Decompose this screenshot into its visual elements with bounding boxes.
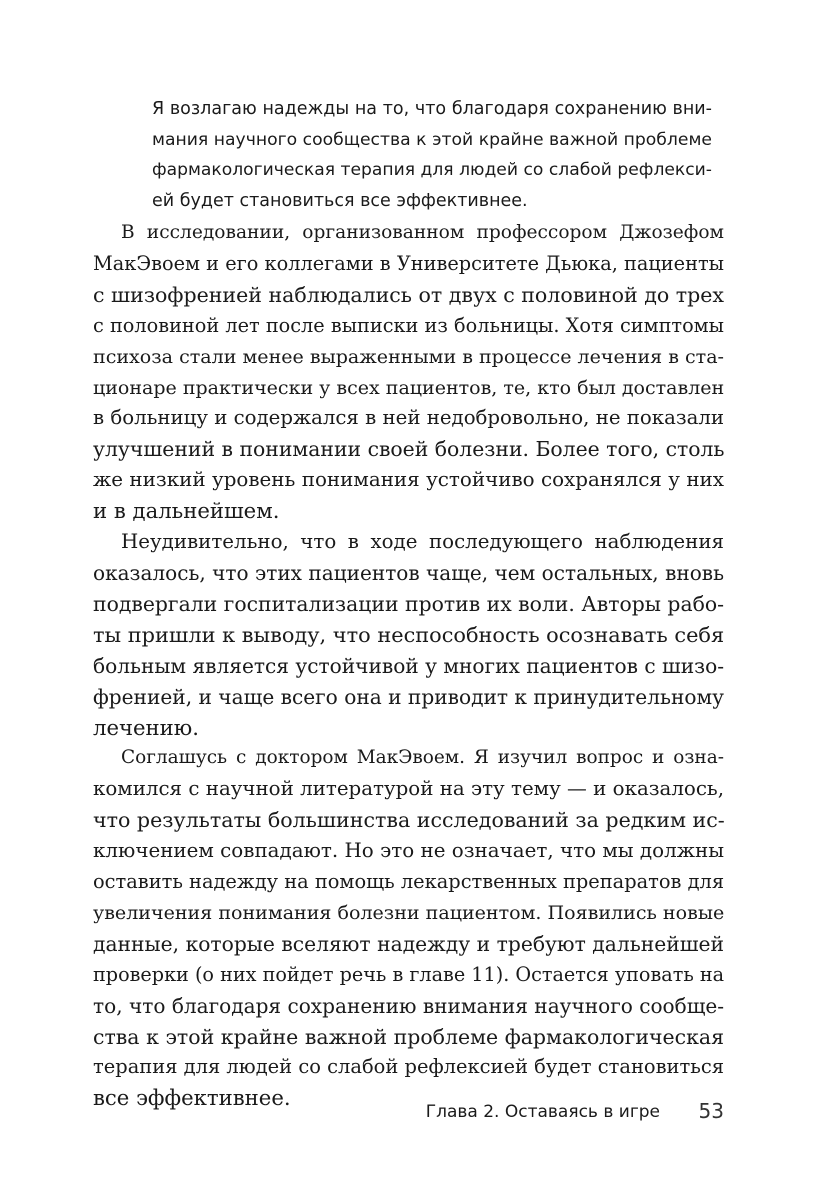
text-line: с шизофренией наблюдались от двух с половиной до трех (93, 282, 724, 307)
paragraph-2 (93, 527, 724, 743)
quote-line: Я возлагаю надежды на то, что благодаря сохранению вни- (152, 99, 712, 119)
quote-line: ей будет становиться все эффективнее. (152, 190, 528, 211)
text-line: Соглашусь с доктором МакЭвоем. Я изучил вопрос и озна- (121, 747, 724, 769)
text-line: больным является устойчивой у многих пациентов с шизо- (93, 653, 724, 678)
text-line: в больницу и содержался в ней недобровольно, не показали (93, 406, 725, 430)
running-footer-chapter: Глава 2. Оставаясь в игре (425, 1102, 660, 1122)
text-line: что результаты большинства исследований за редким ис- (93, 808, 725, 833)
paragraph-1 (93, 218, 724, 527)
text-line: улучшений в понимании своей болезни. Более того, столь (93, 437, 725, 462)
text-line: все эффективнее. (93, 1085, 291, 1111)
text-line: данные, которые вселяют надежду и требуют дальнейшей (93, 931, 724, 956)
text-line: ства к этой крайне важной проблеме фармакологическая (93, 1024, 724, 1049)
text-line: увеличения понимания болезни пациентом. Появились новые (93, 901, 725, 924)
page-footer (0, 1099, 817, 1129)
text-line: В исследовании, организованном профессором Джозефом (121, 222, 724, 243)
text-line: френией, и чаще всего она и приводит к принудительному (93, 684, 724, 709)
paragraph-3 (93, 743, 724, 1114)
text-line: проверки (о них пойдет речь в главе 11). Остается уповать на (93, 962, 725, 986)
page-number: 53 (698, 1099, 724, 1123)
text-line: ционаре практически у всех пациентов, те, кто был доставлен (93, 376, 725, 399)
text-line: и в дальнейшем. (93, 498, 280, 524)
text-line: подвергали госпитализации против их воли. Авторы рабо- (93, 591, 724, 616)
text-line: то, что благодаря сохранению внимания научного сообще- (93, 993, 725, 1018)
text-line: комился с научной литературой на эту тему — и оказалось, (93, 777, 724, 801)
text-line: же низкий уровень понимания устойчиво сохранялся у них (93, 468, 724, 492)
text-line: ты пришли к выводу, что неспособность осознавать себя (93, 622, 725, 647)
text-line: оказалось, что этих пациентов чаще, чем остальных, вновь (93, 560, 724, 585)
block-quote (152, 94, 712, 216)
text-line: психоза стали менее выраженными в процессе лечения в ста- (93, 345, 724, 368)
text-line: Неудивительно, что в ходе последующего наблюдения (121, 530, 724, 554)
quote-line: мания научного сообщества к этой крайне важной проблеме (152, 129, 712, 150)
text-line: терапия для людей со слабой рефлексией будет становиться (93, 1055, 724, 1079)
text-line: МакЭвоем и его коллегами в Университете Дьюка, пациенты (93, 251, 724, 275)
body-text (93, 218, 724, 1114)
text-line: лечению. (93, 714, 199, 740)
text-line: ключением совпадают. Но это не означает, что мы должны (93, 839, 725, 863)
text-line: оставить надежду на помощь лекарственных препаратов для (93, 870, 725, 894)
quote-line: фармакологическая терапия для людей со слабой рефлекси- (152, 160, 712, 180)
text-line: с половиной лет после выписки из больницы. Хотя симптомы (93, 313, 724, 337)
